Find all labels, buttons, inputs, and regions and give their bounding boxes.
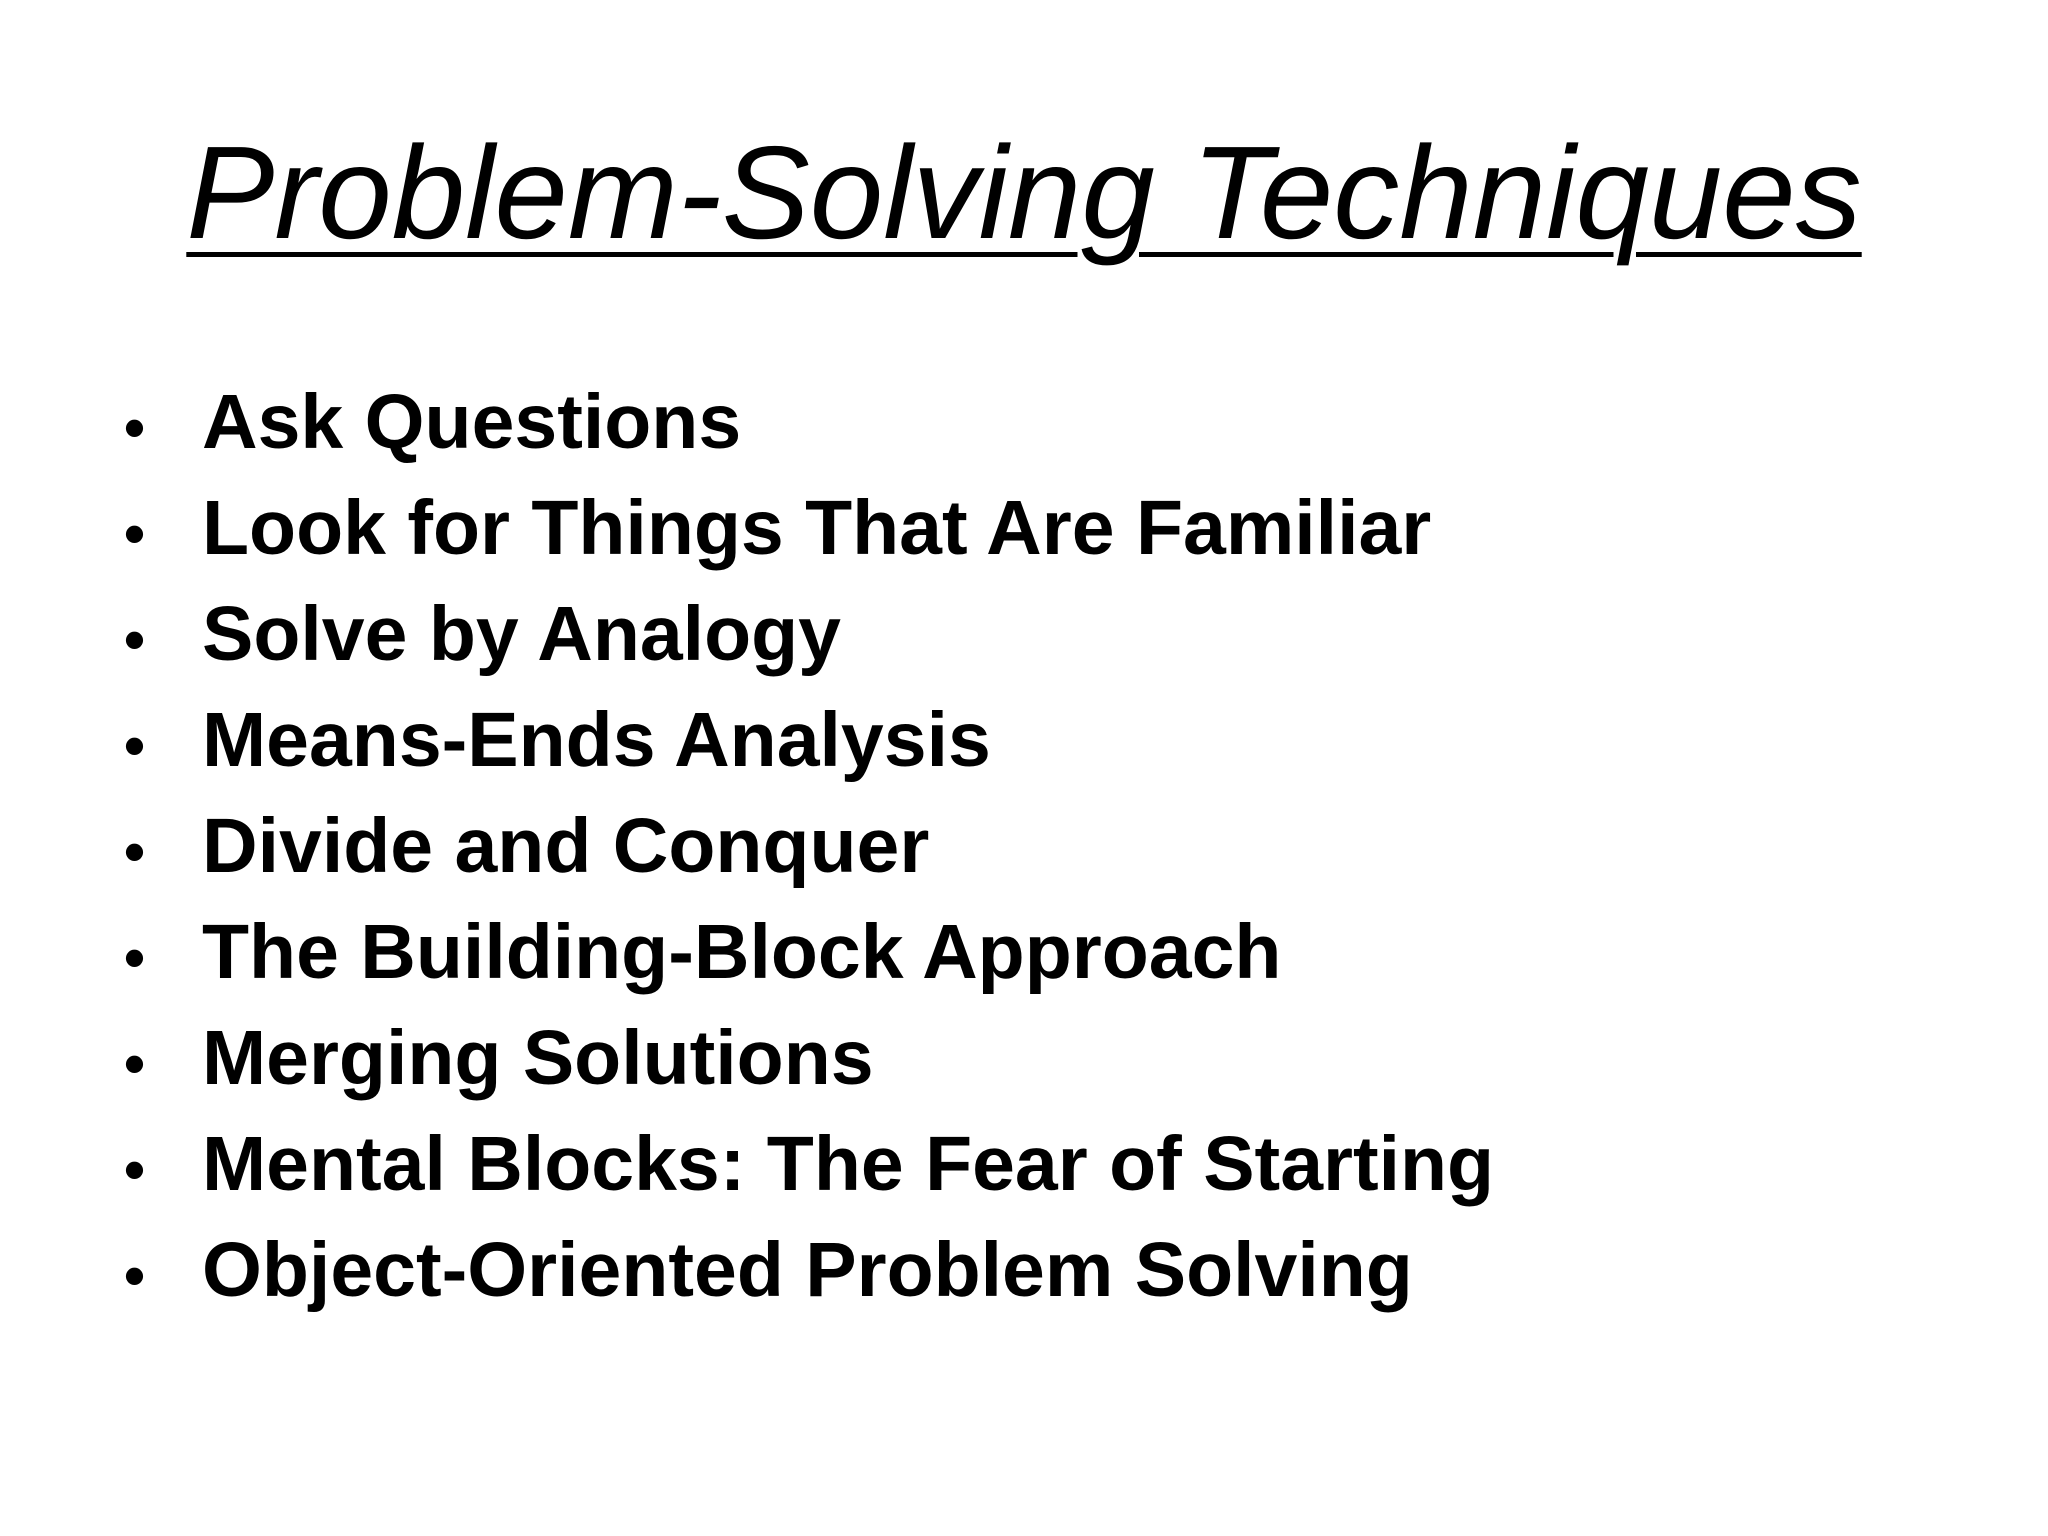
bullet-text: Divide and Conquer — [202, 803, 930, 889]
bullet-icon: • — [124, 1136, 146, 1203]
bullet-text: The Building-Block Approach — [202, 909, 1282, 995]
bullet-item — [124, 584, 1494, 690]
bullet-item — [124, 902, 1494, 1008]
bullet-item — [124, 372, 1494, 478]
bullet-text: Object-Oriented Problem Solving — [202, 1227, 1413, 1313]
bullet-icon: • — [124, 394, 146, 461]
bullet-icon: • — [124, 606, 146, 673]
bullet-icon: • — [124, 924, 146, 991]
bullet-item — [124, 690, 1494, 796]
bullet-icon: • — [124, 818, 146, 885]
bullet-item — [124, 1220, 1494, 1326]
bullet-text: Ask Questions — [202, 379, 742, 465]
bullet-text: Look for Things That Are Familiar — [202, 485, 1432, 571]
bullet-text: Solve by Analogy — [202, 591, 841, 677]
bullet-text: Means-Ends Analysis — [202, 697, 991, 783]
bullet-icon: • — [124, 500, 146, 567]
bullet-item — [124, 796, 1494, 902]
bullet-text: Mental Blocks: The Fear of Starting — [202, 1121, 1495, 1207]
bullet-item — [124, 1008, 1494, 1114]
bullet-text: Merging Solutions — [202, 1015, 874, 1101]
bullet-list — [124, 372, 1494, 1326]
bullet-icon: • — [124, 712, 146, 779]
bullet-item — [124, 1114, 1494, 1220]
bullet-icon: • — [124, 1242, 146, 1309]
bullet-icon: • — [124, 1030, 146, 1097]
bullet-item — [124, 478, 1494, 584]
slide-title: Problem-Solving Techniques — [186, 119, 1862, 266]
